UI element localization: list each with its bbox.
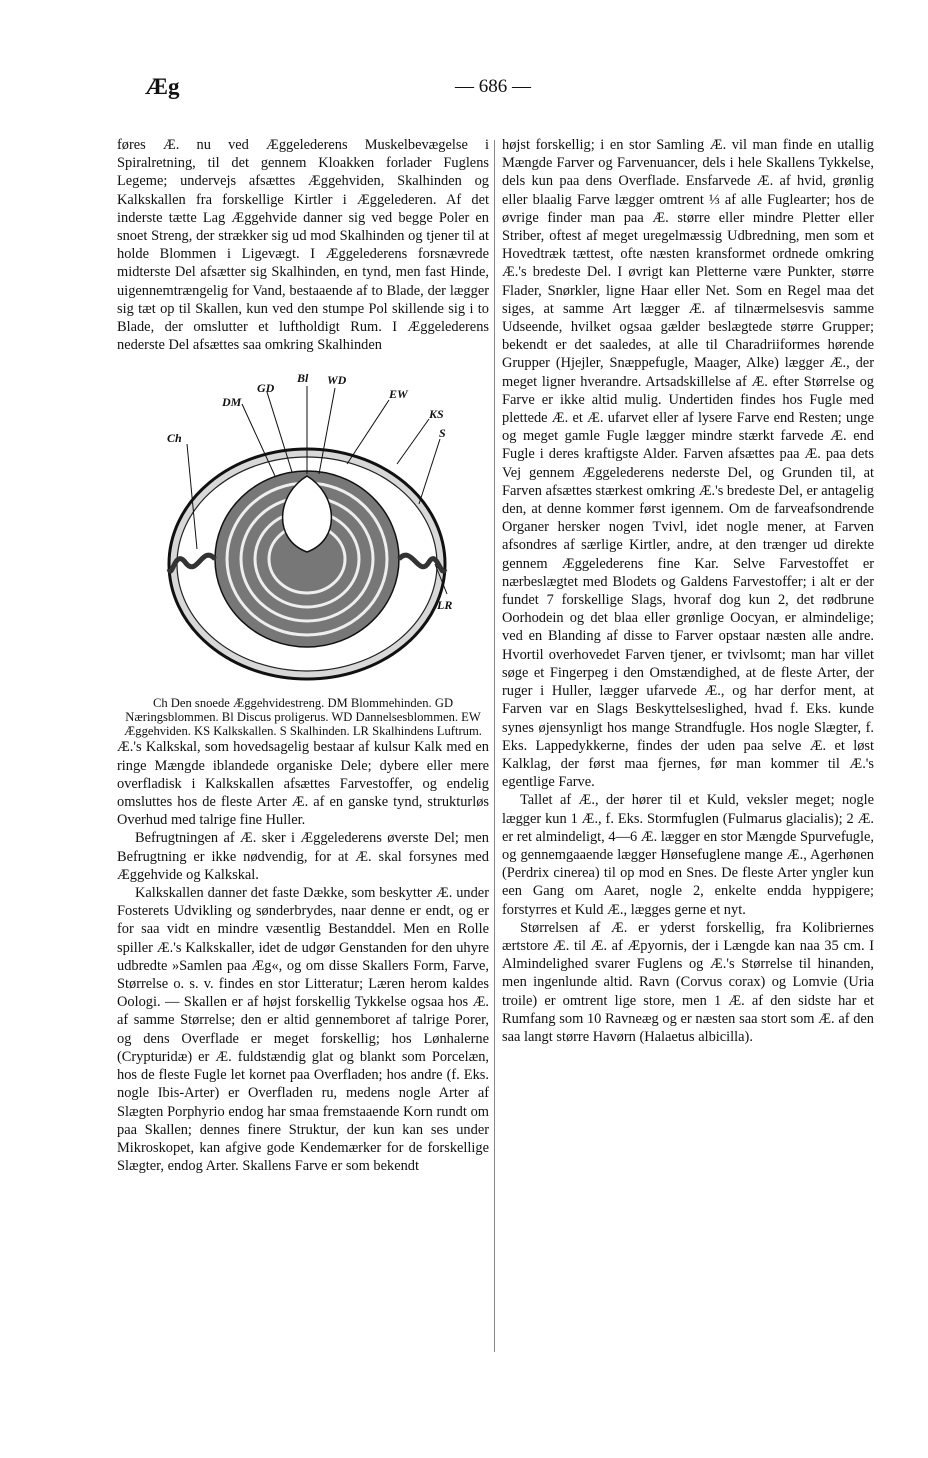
left-paragraph-2: Æ.'s Kalkskal, som hovedsagelig bestaar af kulsur Kalk med en ringe Mængde iblandede organiske Dele; dybere eller mere overfladisk i Kalkskallen afsættes Farvestoffer, og endelig omsluttes hos de fleste Arter Æ. af en ganske tynd, strukturløs Overhud med talrige fine Huller. [117,739,489,829]
figure-label-ew: EW [389,387,408,402]
figure-label-ks: KS [429,407,444,422]
left-column [117,136,489,1175]
egg-cross-section-figure [117,364,489,688]
left-paragraph-4: Kalkskallen danner det faste Dække, som beskytter Æ. under Fosterets Udvikling og sønderbrydes, naar denne er endt, og er for saa vidt en mindre væsentlig Bestanddel. Men en Rolle spiller Æ.'s Kalkskaller, idet de udgør Genstanden for den uhyre udbredte »Samlen paa Æg«, og om disse Skallers Form, Farve, Størrelse o. s. v. findes en stor Litteratur; Læren herom kaldes Oologi. — Skallen er af højst forskellig Tykkelse ogsaa hos Æ. af samme Størrelse; den er altid gennemboret af talrige Porer, og dens Overflade er meget forskellig; hos Lønhalerne (Crypturidæ) er Æ. fuldstændig glat og blankt som Porcelæn, hos de fleste Fugle let kornet paa Overfladen; hos andre (f. Eks. nogle Ibis-Arter) er Overfladen ru, medens nogle Arter af Slægten Porphyrio endog har smaa fremstaaende Korn rundt om paa Skallen; dennes finere Struktur, der kun kan ses under Mikroskopet, kan afgive gode Kendemærker for de forskellige Slægter, endog Arter. Skallens Farve er som bekendt [117,885,489,1175]
right-paragraph-3: Størrelsen af Æ. er yderst forskellig, fra Kolibriernes ærtstore Æ. til Æ. af Æpyornis, der i Længde kan naa 35 cm. I Almindelighed svarer Fuglens og Æ.'s Størrelse til hinanden, men ingenlunde altid. Ravn (Corvus corax) og Lomvie (Uria troile) er omtrent lige store, men 1 Æ. af den sidste har et Rumfang som 10 Ravneæg og er næsten saa stort som Æ. af den saa langt større Havørn (Halaetus albicilla). [502,919,874,1045]
egg-diagram [157,364,457,684]
running-head-word: Æg [145,74,180,99]
figure-label-wd: WD [327,373,347,388]
figure-label-ch: Ch [167,431,182,446]
figure-label-s: S [439,426,446,441]
figure-caption: Ch Den snoede Æggehvidestreng. DM Blommehinden. GD Næringsblommen. Bl Discus proligerus. WD Dannelsesblommen. EW Æggehviden. KS Kalkskallen. S Skalhinden. LR Skalhindens Luftrum. [124,696,482,739]
left-paragraph-1: føres Æ. nu ved Æggelederens Muskelbevægelse i Spiralretning, til det gennem Kloakken forlader Fuglens Legeme; undervejs afsættes Æggehviden, Skalhinden og Kalkskallen fra forskellige Kirtler i Æggelederen. Af det inderste tætte Lag Æggehvide danner sig ved begge Poler en snoet Streng, der strækker sig ud mod Skalhinden og tjener til at holde Blommen i Ligevægt. I Æggelederens forsnævrede midterste Del afsætter sig Skalhinden, en tynd, men fast Hinde, uigennemtrængelig for Vand, bestaaende af to Blade, der lægger sig tæt op til Skallen, kun ved den stumpe Pol skillende sig i to Blade, der omslutter et luftholdigt Rum. I Æggelederens nederste Del afsættes saa omkring Skalhinden [117,137,489,354]
right-paragraph-1: højst forskellig; i en stor Samling Æ. vil man finde en utallig Mængde Farver og Farvenuancer, dels i hele Skallens Tykkelse, dels kun paa dens Overflade. Ensfarvede Æ. af hvid, grønlig eller blaalig Farve lægger omtrent ⅓ af alle Fuglearter; hos de øvrige finder man paa Æ. større eller mindre Pletter eller Striber, oftest af meget uregelmæssig Udbredning, men som et Hovedtræk tættest, ofte næsten kransformet ordnede omkring Æ.'s bredeste Del. I øvrigt kan Pletterne være Punkter, større Flader, Snørkler, ligne Haar eller Net. Som en Regel maa det siges, at samme Art lægger Æ. af tilnærmelsesvis samme Udseende, hvilket ogsaa gælder beslægtede større Grupper; bekendt er det saaledes, at alle til Charadriiformes hørende Grupper (Hjejler, Snæppefugle, Maager, Alke) lægger Æ., der meget ligner hverandre. Artsadskillelse af Æ. efter Størrelse og Farve er ikke altid mulig. Undertiden findes hos Fugle med plettede Æ. et Æ. ufarvet eller af lysere Farve end Resten; unge og meget gamle Fugle lægger mindre stærkt farvede Æ. end Fugle i deres kraftigste Alder. Farven afsættes paa Æ. paa dets Vej gennem Æggelederens nederste Del, og Grunden til, at Farven afsættes stærkest omkring Æ.'s bredeste Del, er antagelig den, at denne kommer først igennem. Om de farveafsondrende Organer hersker nogen Tvivl, idet nogle mener, at Farven afsondres af særlige Kirtler, andre, at den trænger ud direkte gennem Æggelederens fine Kar. Selve Farvestoffet er nærbeslægtet med Blodets og Galdens Farvestoffer; i alt er der fundet 7 forskellige Slags, hvoraf dog kun 2, det rødbrune Oorhodein og det blaa eller grønlige Oocyan, er almindelige; ved en Blanding af disse to Farver opstaar næsten alle andre. Hvortil overhovedet Farven tjener, er tvivlsomt; man har villet søge et Fingerpeg i den Omstændighed, at de fleste Arter, der ruger i Huller, lægger ufarvede Æ., og har derfor ment, at Farven var en Slags Beskyttelseslighed, hvad f. Eks. kunde synes øjensynligt hos mange Strandfugle. Hos nogle Slægter, f. Eks. Lappedykkerne, findes der uden paa selve Æ. et løst Kalklag, der først maa fjernes, før man kommer til Æ.'s egentlige Farve. [502,137,874,791]
figure-label-bl: Bl [297,371,309,386]
page-header [0,0,928,120]
figure-label-dm: DM [222,395,242,410]
right-column [502,136,874,1046]
page-number: — 686 — [455,76,531,97]
figure-label-lr: LR [437,598,453,613]
figure-label-gd: GD [257,381,275,396]
left-paragraph-3: Befrugtningen af Æ. sker i Æggelederens øverste Del; men Befrugtning er ikke nødvendig, for at Æ. skal forsynes med Æggehvide og Kalkskal. [117,830,489,883]
right-paragraph-2: Tallet af Æ., der hører til et Kuld, veksler meget; nogle lægger kun 1 Æ., f. Eks. Stormfuglen (Fulmarus glacialis); 2 Æ. er ret almindeligt, 4—6 Æ. lægger en stor Mængde Spurvefugle, og gennemgaaende lægger Hønsefuglene mange Æ., Agerhønen (Perdrix cinerea) til op mod en Snes. De fleste Arter yngler kun een Gang om Aaret, nogle 2, enkelte endda hyppigere; forstyrres et Kuld Æ., lægges gerne et nyt. [502,792,874,918]
column-divider [494,140,495,1352]
